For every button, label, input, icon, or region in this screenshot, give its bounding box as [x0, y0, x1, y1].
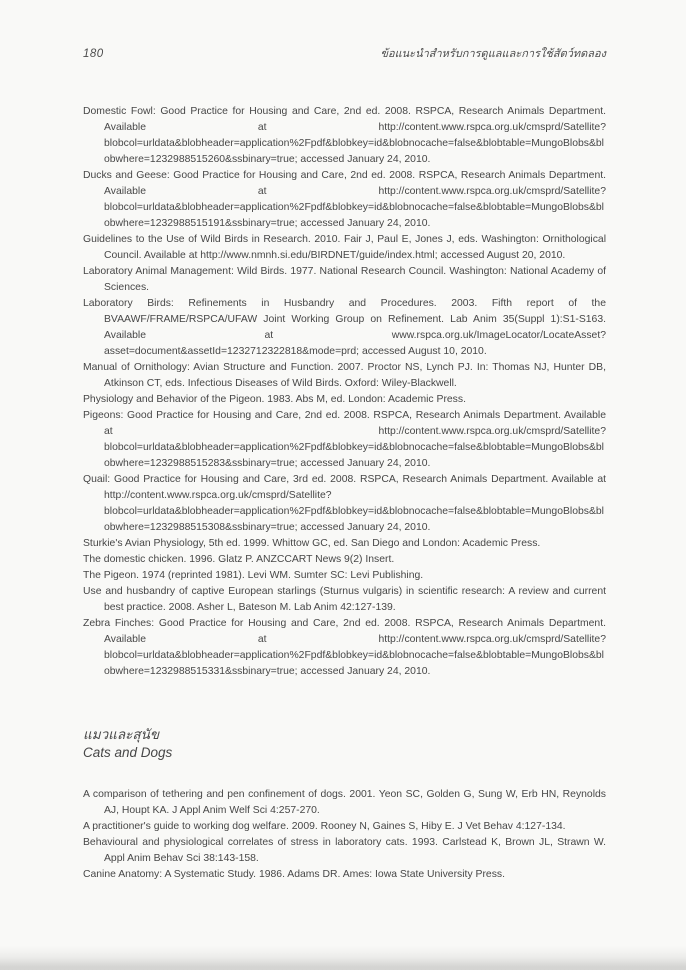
- reference-entry: A practitioner's guide to working dog welfare. 2009. Rooney N, Gaines S, Hiby E. J Vet Behav 4:127-134.: [83, 821, 566, 832]
- reference-entry: Behavioural and physiological correlates of stress in laboratory cats. 1993. Carlstead K, Brown JL, Strawn W. Appl Anim Behav Sci 38:143-158.: [83, 837, 606, 864]
- running-header-title: ข้อแนะนำสำหรับการดูแลและการใช้สัตว์ทดลอง: [380, 48, 606, 60]
- reference-entry: Domestic Fowl: Good Practice for Housing and Care, 2nd ed. 2008. RSPCA, Research Animals Department. Available at http://content.www.rspca.org.uk/cmsprd/Satellite?blobcol=urldata&blobheader=application%2Fpdf&blobkey=id&blobnocache=false&blobtable=MungoBlobs&blobwhere=1232988515260&ssbinary=true; accessed January 24, 2010.: [83, 106, 606, 165]
- reference-entry: Ducks and Geese: Good Practice for Housing and Care, 2nd ed. 2008. RSPCA, Research Animals Department. Available at http://content.www.rspca.org.uk/cmsprd/Satellite?blobcol=urldata&blobheader=application%2Fpdf&blobkey=id&blobnocache=false&blobtable=MungoBlobs&blobwhere=1232988515191&ssbinary=true; accessed January 24, 2010.: [83, 170, 606, 229]
- reference-entry: Pigeons: Good Practice for Housing and Care, 2nd ed. 2008. RSPCA, Research Animals Department. Available at http://content.www.rspca.org.uk/cmsprd/Satellite?blobcol=urldata&blobheader=application%2Fpdf&blobkey=id&blobnocache=false&blobtable=MungoBlobs&blobwhere=1232988515283&ssbinary=true; accessed January 24, 2010.: [83, 410, 606, 469]
- page-number: 180: [83, 48, 104, 60]
- page-header: [83, 44, 606, 62]
- reference-entry: Laboratory Birds: Refinements in Husbandry and Procedures. 2003. Fifth report of the BVAAWF/FRAME/RSPCA/UFAW Joint Working Group on Refinement. Lab Anim 35(Suppl 1):S1-S163. Available at www.rspca.org.uk/ImageLocator/LocateAsset?asset=document&assetId=1232712322818&mode=prd; accessed August 10, 2010.: [83, 298, 606, 357]
- cats-dogs-references-list: [83, 787, 606, 883]
- reference-entry: Manual of Ornithology: Avian Structure and Function. 2007. Proctor NS, Lynch PJ. In: Thomas NJ, Hunter DB, Atkinson CT, eds. Infectious Diseases of Wild Birds. Oxford: Wiley-Blackwell.: [83, 362, 606, 389]
- reference-entry: The domestic chicken. 1996. Glatz P. ANZCCART News 9(2) Insert.: [83, 554, 395, 565]
- section-title-english: Cats and Dogs: [83, 745, 173, 760]
- reference-entry: Guidelines to the Use of Wild Birds in Research. 2010. Fair J, Paul E, Jones J, eds. Washington: Ornithological Council. Available at http://www.nmnh.si.edu/BIRDNET/guide/index.html; accessed August 20, 2010.: [83, 234, 606, 261]
- reference-entry: Canine Anatomy: A Systematic Study. 1986. Adams DR. Ames: Iowa State University Press.: [83, 869, 505, 880]
- reference-entry: Use and husbandry of captive European starlings (Sturnus vulgaris) in scientific research: A review and current best practice. 2008. Asher L, Bateson M. Lab Anim 42:127-139.: [83, 586, 606, 613]
- reference-entry: Zebra Finches: Good Practice for Housing and Care, 2nd ed. 2008. RSPCA, Research Animals Department. Available at http://content.www.rspca.org.uk/cmsprd/Satellite?blobcol=urldata&blobheader=application%2Fpdf&blobkey=id&blobnocache=false&blobtable=MungoBlobs&blobwhere=1232988515331&ssbinary=true; accessed January 24, 2010.: [83, 618, 606, 677]
- reference-entry: A comparison of tethering and pen confinement of dogs. 2001. Yeon SC, Golden G, Sung W, Erb HN, Reynolds AJ, Houpt KA. J Appl Anim Welf Sci 4:257-270.: [83, 789, 606, 816]
- reference-entry: Quail: Good Practice for Housing and Care, 3rd ed. 2008. RSPCA, Research Animals Department. Available at http://content.www.rspca.org.uk/cmsprd/Satellite?blobcol=urldata&blobheader=application%2Fpdf&blobkey=id&blobnocache=false&blobtable=MungoBlobs&blobwhere=1232988515308&ssbinary=true; accessed January 24, 2010.: [83, 474, 606, 533]
- reference-entry: Laboratory Animal Management: Wild Birds. 1977. National Research Council. Washington: National Academy of Sciences.: [83, 266, 606, 293]
- reference-entry: The Pigeon. 1974 (reprinted 1981). Levi WM. Sumter SC: Levi Publishing.: [83, 570, 424, 581]
- section-title-thai: แมวและสุนัข: [83, 727, 160, 742]
- bird-references-list: [83, 104, 606, 680]
- reference-entry: Sturkie's Avian Physiology, 5th ed. 1999. Whittow GC, ed. San Diego and London: Academic Press.: [83, 538, 541, 549]
- reference-entry: Physiology and Behavior of the Pigeon. 1983. Abs M, ed. London: Academic Press.: [83, 394, 466, 405]
- scan-edge-shadow: [0, 946, 686, 970]
